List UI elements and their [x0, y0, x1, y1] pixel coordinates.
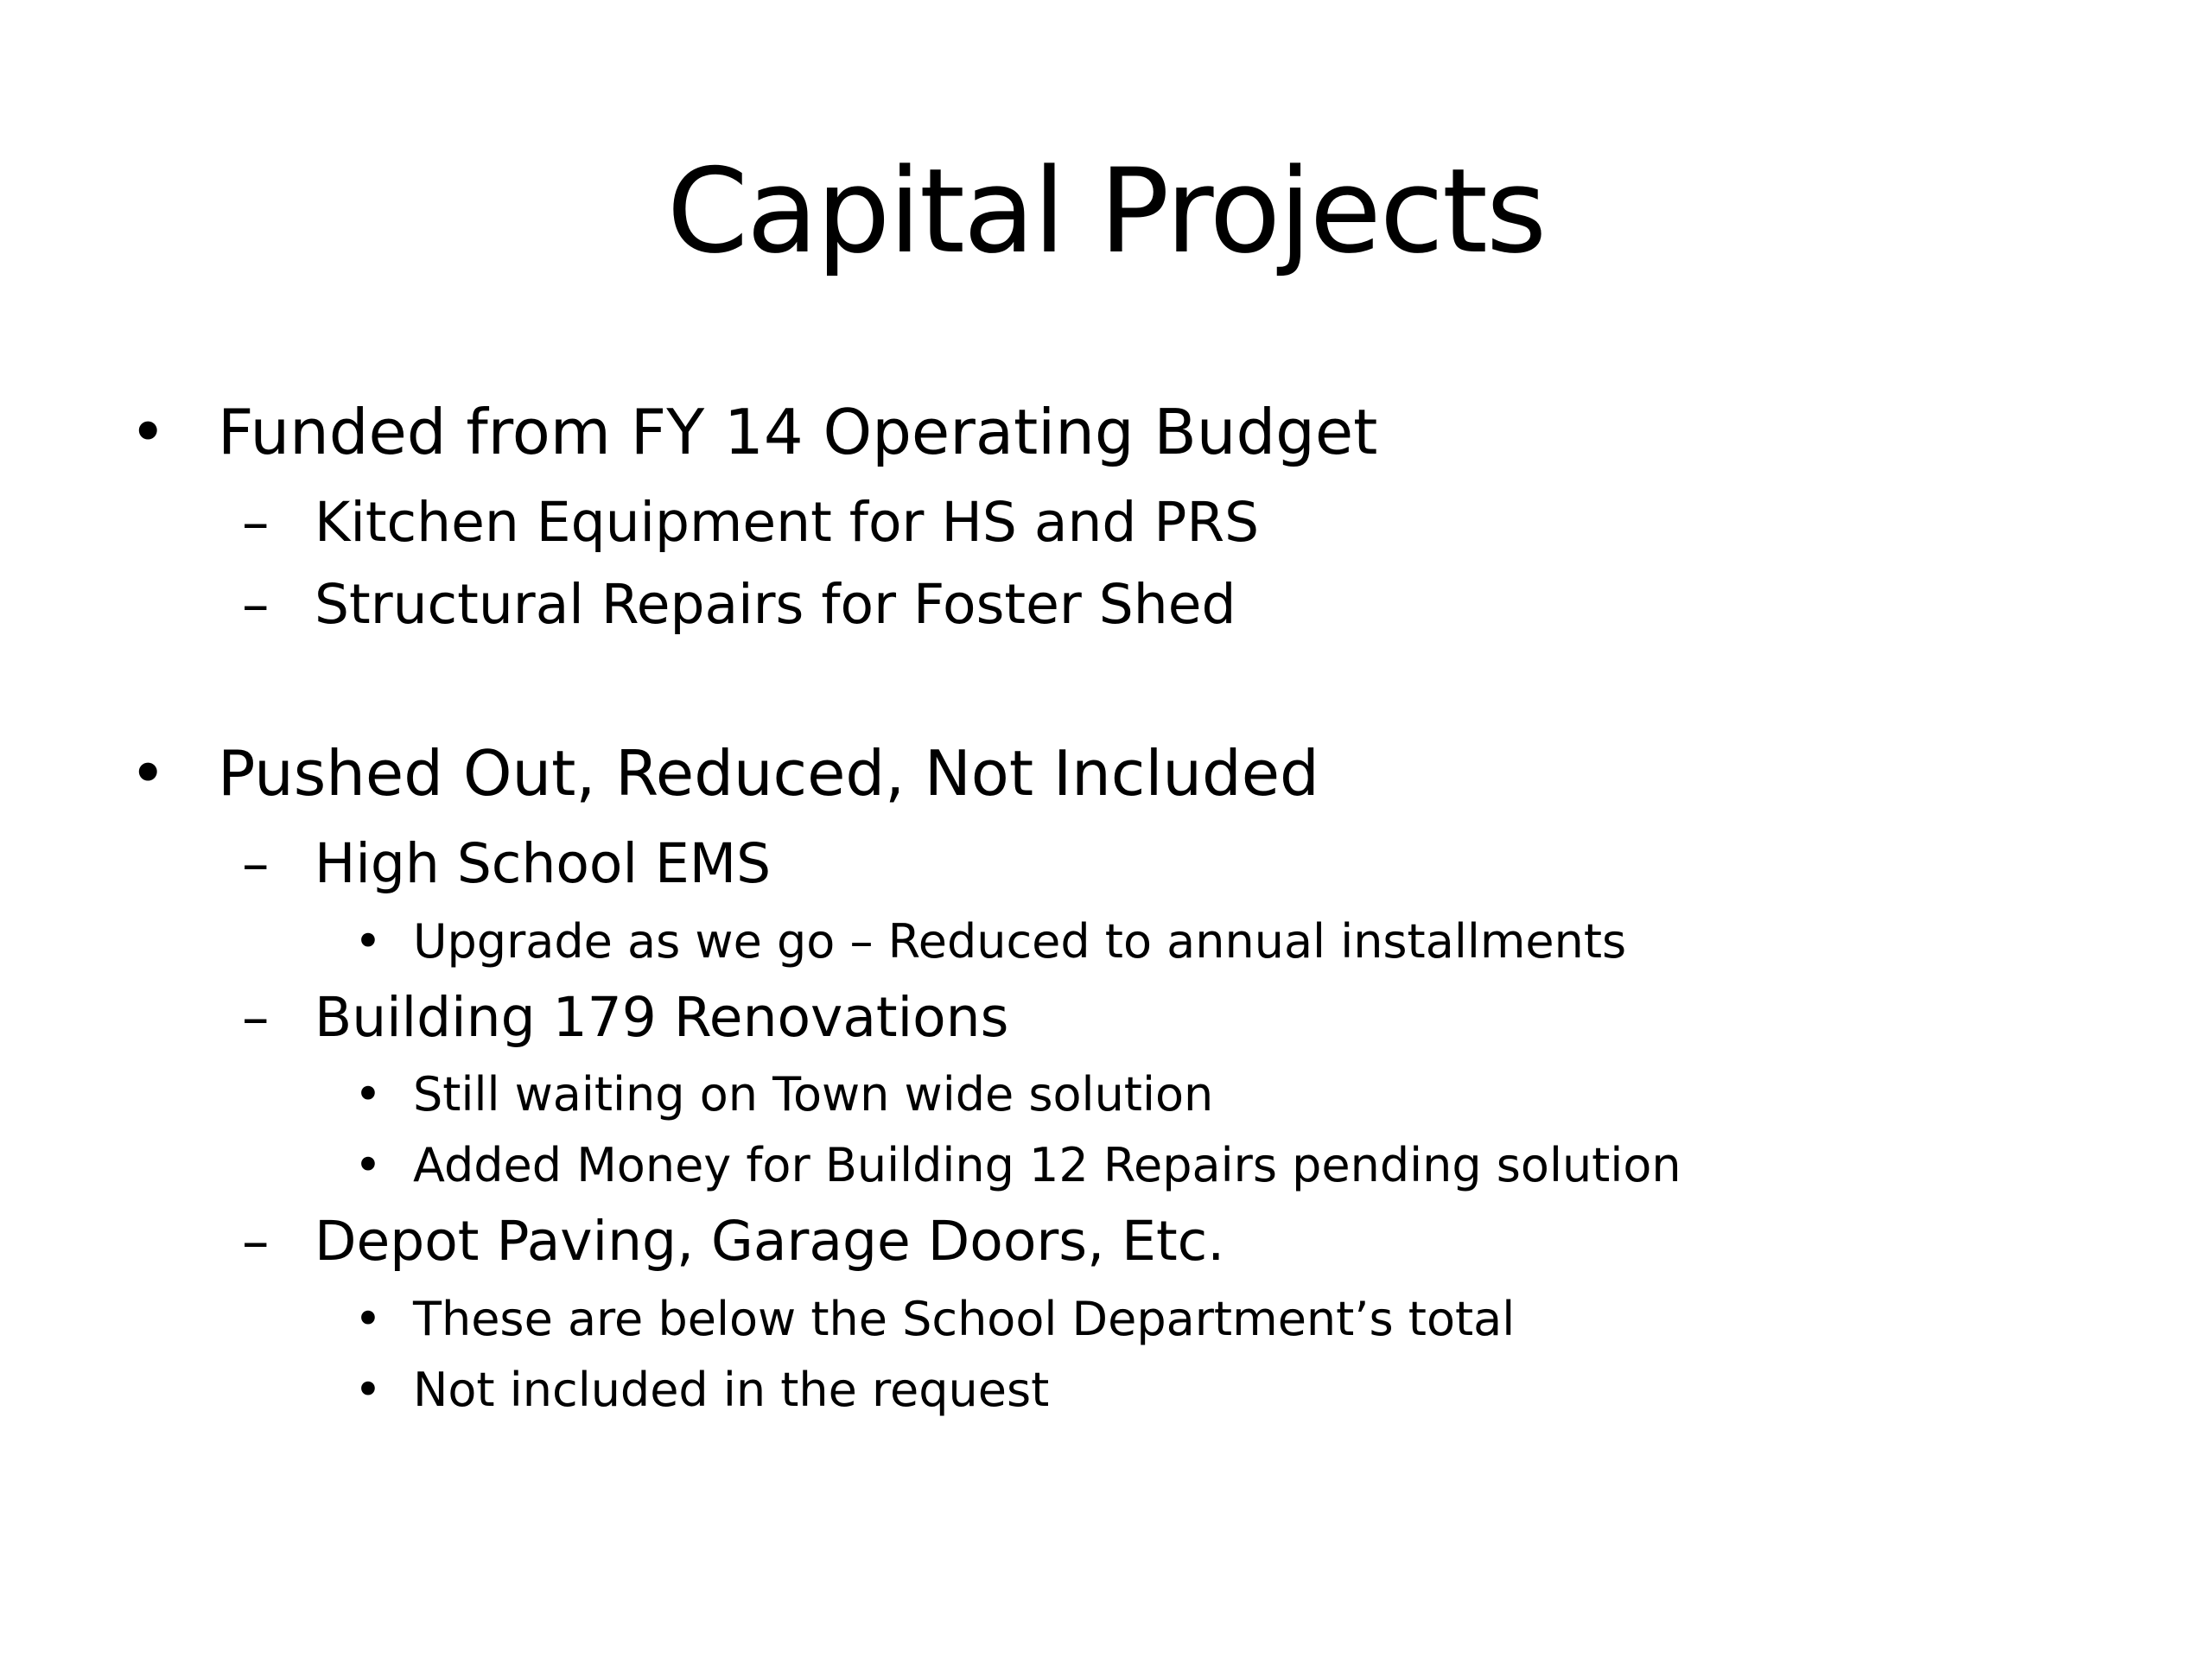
bullet-marker: •: [354, 1067, 382, 1122]
slide-title: Capital Projects: [666, 143, 1546, 279]
subitem-structural-repairs: Structural Repairs for Foster Shed: [315, 573, 1236, 636]
bullet-marker: •: [130, 737, 167, 810]
bullet-marker: •: [354, 1138, 382, 1192]
bullet-marker: •: [130, 396, 167, 468]
bullet-funded: Funded from FY 14 Operating Budget: [218, 396, 1378, 468]
detail-added-money: Added Money for Building 12 Repairs pending solution: [413, 1138, 1681, 1192]
dash-marker: –: [242, 491, 270, 554]
subitem-kitchen-equipment: Kitchen Equipment for HS and PRS: [315, 491, 1260, 554]
bullet-marker: •: [354, 1292, 382, 1346]
dash-marker: –: [242, 986, 270, 1049]
subitem-depot-paving: Depot Paving, Garage Doors, Etc.: [315, 1210, 1225, 1273]
subitem-high-school-ems: High School EMS: [315, 832, 772, 895]
dash-marker: –: [242, 573, 270, 636]
bullet-pushed-out: Pushed Out, Reduced, Not Included: [218, 737, 1319, 810]
bullet-marker: •: [354, 914, 382, 969]
detail-below-total: These are below the School Department’s total: [413, 1292, 1516, 1346]
detail-upgrade: Upgrade as we go – Reduced to annual installments: [413, 914, 1627, 969]
detail-still-waiting: Still waiting on Town wide solution: [413, 1067, 1214, 1122]
dash-marker: –: [242, 832, 270, 895]
detail-not-included: Not included in the request: [413, 1363, 1050, 1417]
dash-marker: –: [242, 1210, 270, 1273]
bullet-marker: •: [354, 1363, 382, 1417]
subitem-building-179: Building 179 Renovations: [315, 986, 1009, 1049]
